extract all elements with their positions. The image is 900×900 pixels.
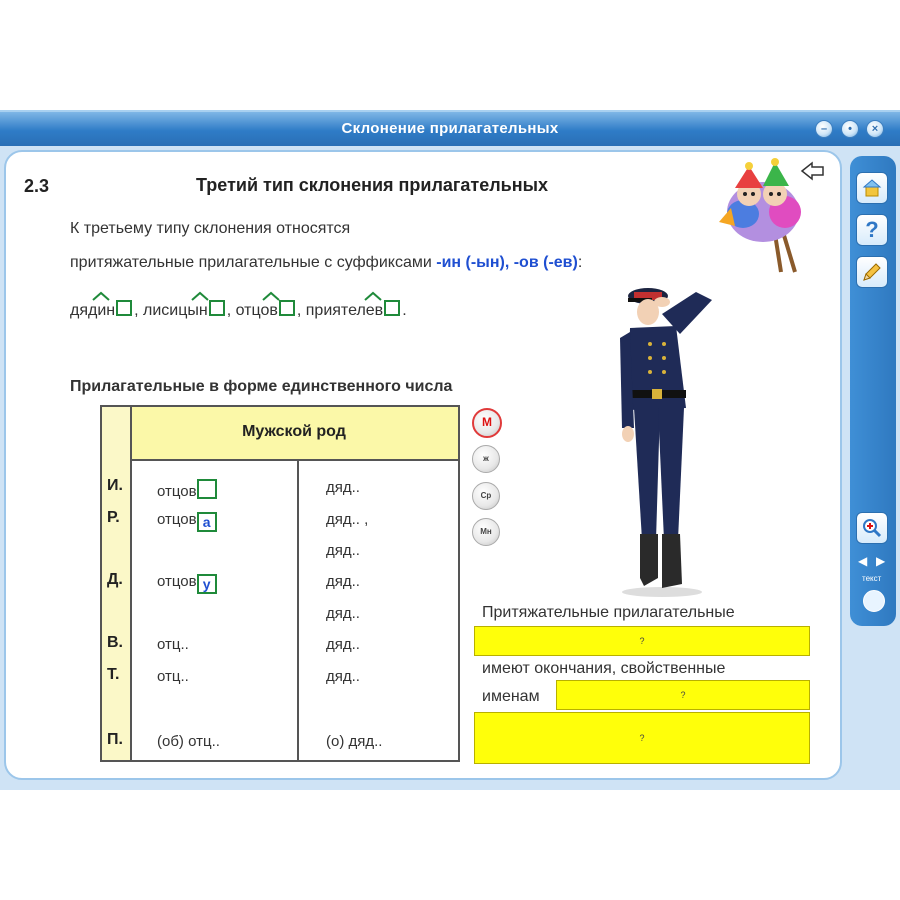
form-cell: дяд.. [326,605,360,622]
form-cell: отцов а [157,511,217,532]
example-word: дядин [70,300,132,320]
gender-header: Мужской род [242,423,346,440]
help-icon: ? [865,217,879,242]
answer-blank-3[interactable]: ? [474,712,810,764]
text-toggle-button[interactable] [863,590,885,612]
suffixes: -ин (-ын), -ов (-ев) [436,254,578,271]
intro-line-2: притяжательные прилагательные с суффиксами [70,254,432,271]
ending-box [116,300,132,316]
case-label: Р. [107,509,120,526]
form-cell: дяд.. [326,668,360,685]
case-label: Т. [107,666,120,683]
form-cell: отцов [157,479,217,500]
window-title: Склонение прилагательных [341,120,559,137]
gender-button-feminine[interactable]: ж [472,445,500,473]
table-subheading: Прилагательные в форме единственного числа [70,378,453,395]
ending-input[interactable]: у [197,574,217,594]
next-arrow-icon[interactable]: ▶ [876,554,886,568]
example-word: приятелев [306,300,400,320]
suffix-mark-icon [364,291,382,301]
help-button[interactable] [856,214,888,246]
intro-line-1: К третьему типу склонения относятся [70,220,351,237]
form-cell: дяд.. [326,573,360,590]
lesson-heading: Третий тип склонения прилагательных [196,175,549,195]
gender-button-neuter[interactable]: Ср [472,482,500,510]
ending-input[interactable] [197,479,217,499]
gender-button-plural[interactable]: Мн [472,518,500,546]
close-icon[interactable]: × [866,120,884,138]
ending-box [384,300,400,316]
intro-line-2-row [70,254,582,272]
edit-button[interactable] [856,256,888,288]
form-cell: дяд.. [326,636,360,653]
prev-arrow-icon[interactable]: ◀ [858,554,868,568]
pencil-icon [861,261,883,283]
suffix-mark-icon [262,291,280,301]
colon: : [577,254,583,271]
soldier-illustration [600,278,750,598]
form-cell: дяд.. [326,479,360,496]
divider [297,461,299,760]
zoom-button[interactable] [856,512,888,544]
form-cell: дяд.. , [326,511,369,528]
case-label: И. [107,477,123,494]
suffix-mark-icon [92,291,110,301]
divider [130,407,132,760]
home-icon [862,178,882,198]
example-word: отцов [236,300,295,320]
sidebar [850,156,896,626]
jester-characters-illustration [705,152,815,274]
minimize-icon[interactable]: – [815,120,833,138]
form-cell: отцов у [157,573,217,594]
lesson-number: 2.3 [24,176,50,196]
table-header [130,407,458,461]
zoom-in-icon [861,517,883,539]
answer-line-3: именам [482,688,540,705]
declension-table [100,405,460,762]
answer-line-2: имеют окончания, свойственные [482,660,726,677]
form-cell: (о) дяд.. [326,733,383,750]
title-bar [0,110,900,146]
gender-button-masculine[interactable]: М [472,408,502,438]
example-word: лисицын [143,300,225,320]
case-label: П. [107,731,123,748]
answer-line-1: Притяжательные прилагательные [482,604,735,621]
answer-blank-2[interactable]: ? [556,680,810,710]
ending-box [279,300,295,316]
case-label: В. [107,634,123,651]
form-cell: отц.. [157,668,189,685]
examples-row: дядин , лисицын , отцов , приятелев . [70,300,407,320]
answer-blank-1[interactable]: ? [474,626,810,656]
suffix-mark-icon [191,291,209,301]
settings-icon[interactable]: • [841,120,859,138]
form-cell: дяд.. [326,542,360,559]
ending-input[interactable]: а [197,512,217,532]
home-button[interactable] [856,172,888,204]
text-label: текст [862,574,882,583]
case-label: Д. [107,571,123,588]
ending-box [209,300,225,316]
form-cell: отц.. [157,636,189,653]
form-cell: (об) отц.. [157,733,220,750]
